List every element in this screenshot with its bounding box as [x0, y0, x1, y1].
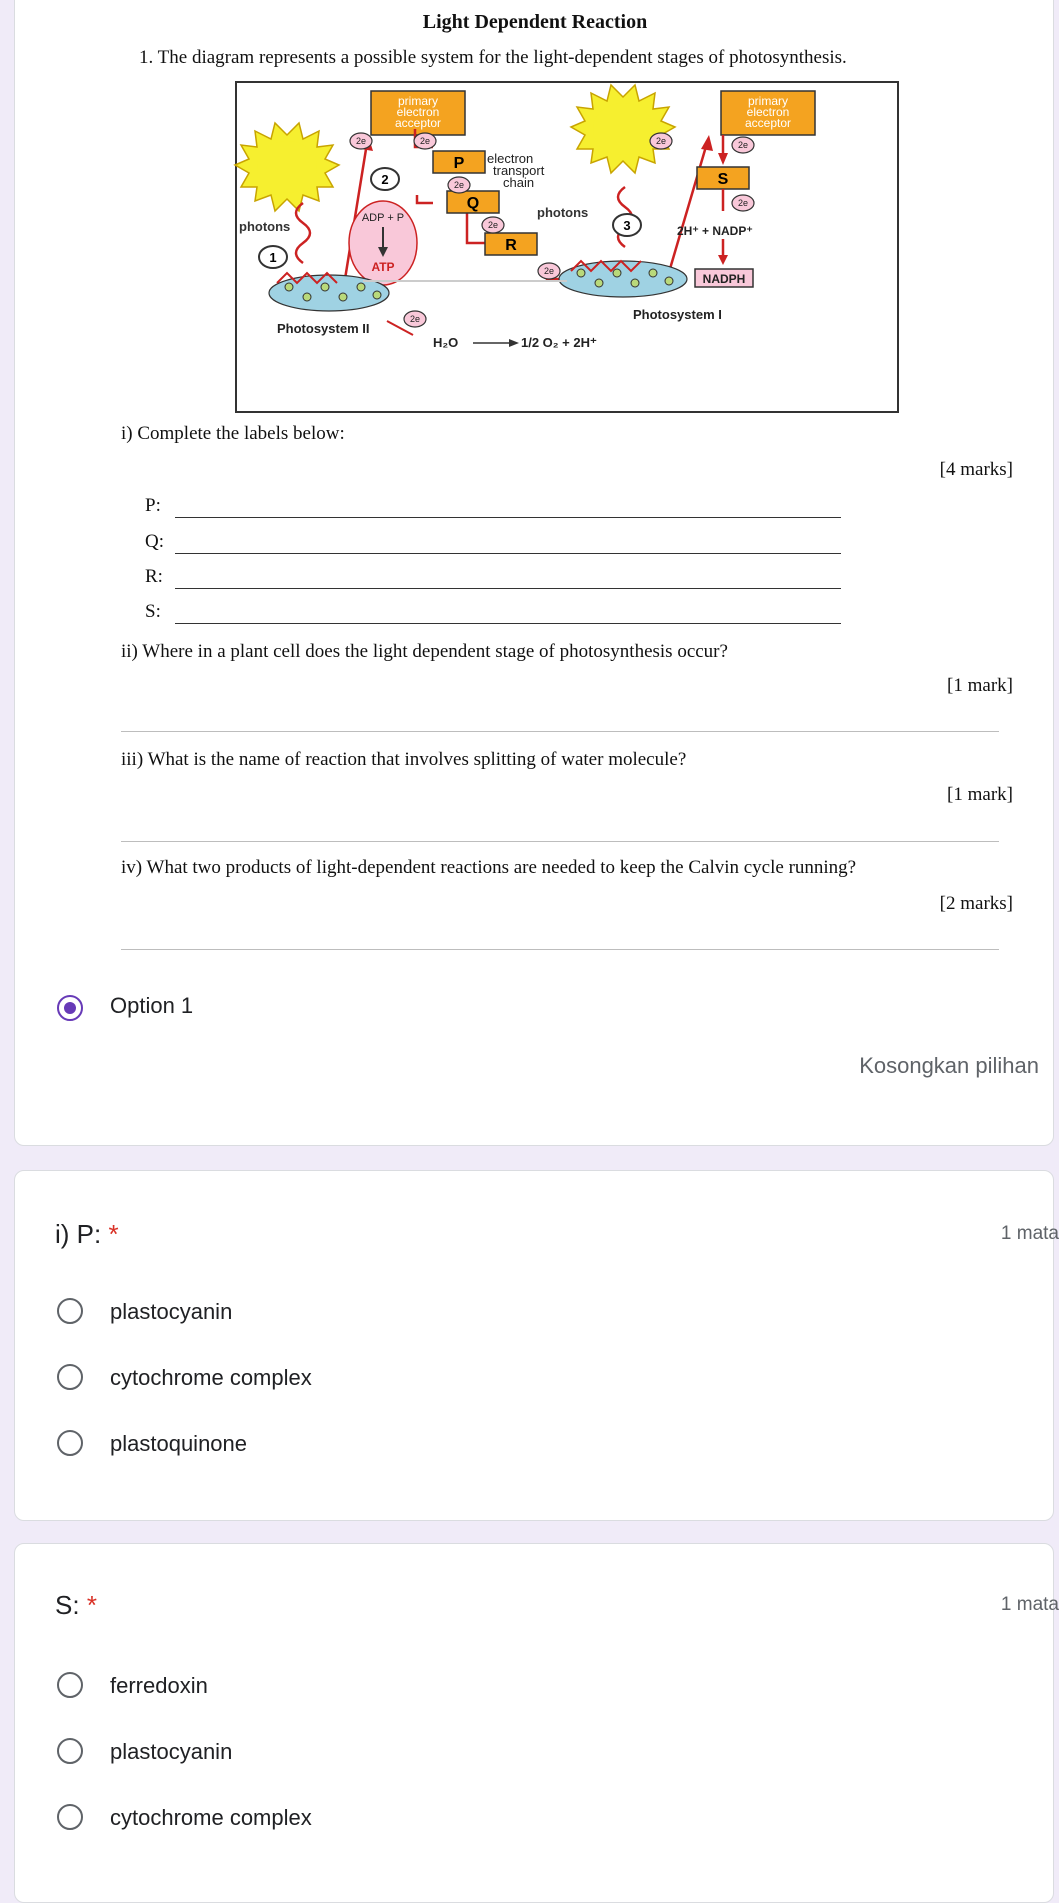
question-p-points: 1 mata — [1000, 1223, 1059, 1244]
sun-left-icon — [235, 123, 339, 211]
option-1-radio[interactable] — [57, 995, 83, 1021]
option-ferredoxin-radio[interactable] — [57, 1672, 83, 1698]
question-s-title-text: S: — [55, 1590, 80, 1620]
worksheet-title: Light Dependent Reaction — [422, 11, 648, 33]
option-plastocyanin-label[interactable]: plastocyanin — [110, 1739, 233, 1764]
etc-line3: chain — [503, 175, 535, 190]
question-s-points: 1 mata — [1000, 1594, 1059, 1615]
nadph-label: NADPH — [702, 272, 746, 286]
acceptor-right-line2: electron — [746, 105, 790, 119]
water-products-label: 1/2 O₂ + 2H⁺ — [521, 335, 597, 350]
question-i-text: i) Complete the labels below: — [121, 423, 345, 444]
svg-text:2e: 2e — [655, 136, 667, 146]
svg-text:2e: 2e — [453, 180, 465, 190]
svg-text:2e: 2e — [543, 266, 555, 276]
step-3-number: 3 — [623, 218, 631, 233]
acceptor-left-line2: electron — [396, 105, 440, 119]
sun-right-icon — [571, 85, 675, 173]
question-ii-answer-line — [121, 731, 999, 732]
svg-text:2e: 2e — [355, 136, 367, 146]
option-ferredoxin-label[interactable]: ferredoxin — [110, 1673, 208, 1698]
option-plastocyanin-radio[interactable] — [57, 1738, 83, 1764]
box-q-label: Q — [466, 195, 480, 212]
option-plastocyanin-label[interactable]: plastocyanin — [110, 1299, 233, 1324]
step-2-number: 2 — [381, 172, 389, 187]
question-i-marks: [4 marks] — [939, 459, 1013, 480]
question-s-card — [14, 1543, 1059, 1903]
question-ii-text: ii) Where in a plant cell does the light dependent stage of photosynthesis occur? — [121, 641, 728, 662]
label-q-line — [175, 553, 841, 554]
option-cytochrome-complex-radio[interactable] — [57, 1364, 83, 1390]
photosystem-2-label: Photosystem II — [277, 321, 370, 336]
question-iii-text: iii) What is the name of reaction that involves splitting of water molecule? — [121, 749, 687, 770]
option-cytochrome-complex-label[interactable]: cytochrome complex — [110, 1805, 312, 1830]
required-asterisk: * — [108, 1219, 119, 1249]
question-ii-marks: [1 mark] — [947, 675, 1013, 696]
question-iv-text: iv) What two products of light-dependent reactions are needed to keep the Calvin cycle running? — [121, 857, 857, 878]
photons-right-label: photons — [537, 205, 589, 220]
question-intro: 1. The diagram represents a possible system for the light-dependent stages of photosynthesis. — [139, 47, 847, 68]
label-r-line — [175, 588, 841, 589]
box-s-label: S — [717, 171, 729, 188]
image-question-card — [14, 0, 1054, 1146]
step-1-number: 1 — [269, 250, 277, 265]
label-r: R: — [145, 566, 163, 587]
photosystem-1-label: Photosystem I — [633, 307, 722, 322]
box-p-label: P — [453, 155, 465, 172]
photosynthesis-diagram — [235, 81, 899, 413]
svg-text:2e: 2e — [737, 140, 749, 150]
label-s: S: — [145, 601, 161, 622]
question-p-card — [14, 1170, 1059, 1521]
option-plastocyanin-radio[interactable] — [57, 1298, 83, 1324]
svg-text:2e: 2e — [419, 136, 431, 146]
nadp-label: 2H⁺ + NADP⁺ — [677, 224, 753, 238]
label-q: Q: — [145, 531, 164, 552]
question-iv-marks: [2 marks] — [939, 893, 1013, 914]
worksheet-image — [15, 1, 1055, 931]
svg-text:2e: 2e — [487, 220, 499, 230]
question-iii-answer-line — [121, 841, 999, 842]
acceptor-right-line3: acceptor — [744, 116, 792, 130]
option-cytochrome-complex-radio[interactable] — [57, 1804, 83, 1830]
water-label: H₂O — [433, 335, 459, 350]
question-iii-marks: [1 mark] — [947, 784, 1013, 805]
label-s-line — [175, 623, 841, 624]
option-plastoquinone-label[interactable]: plastoquinone — [110, 1431, 248, 1456]
question-p-title — [55, 1219, 119, 1250]
option-cytochrome-complex-label[interactable]: cytochrome complex — [110, 1365, 312, 1390]
etc-line1: electron — [487, 151, 534, 166]
acceptor-left-line1: primary — [397, 94, 439, 108]
acceptor-right-line1: primary — [747, 94, 789, 108]
option-1-label[interactable]: Option 1 — [110, 993, 194, 1018]
question-iv-answer-line — [121, 949, 999, 950]
svg-text:2e: 2e — [409, 314, 421, 324]
clear-selection-button[interactable]: Kosongkan pilihan — [859, 1053, 1039, 1078]
adp-label: ADP + P — [361, 212, 405, 224]
atp-label: ATP — [371, 260, 395, 274]
label-p-line — [175, 517, 841, 518]
box-r-label: R — [505, 237, 517, 254]
acceptor-left-line3: acceptor — [394, 116, 442, 130]
photons-left-label: photons — [239, 219, 291, 234]
option-plastoquinone-radio[interactable] — [57, 1430, 83, 1456]
label-p: P: — [145, 495, 161, 516]
svg-text:2e: 2e — [737, 198, 749, 208]
etc-line2: transport — [493, 163, 545, 178]
question-p-title-text: i) P: — [55, 1219, 102, 1249]
question-s-title — [55, 1590, 97, 1621]
required-asterisk: * — [86, 1590, 97, 1620]
